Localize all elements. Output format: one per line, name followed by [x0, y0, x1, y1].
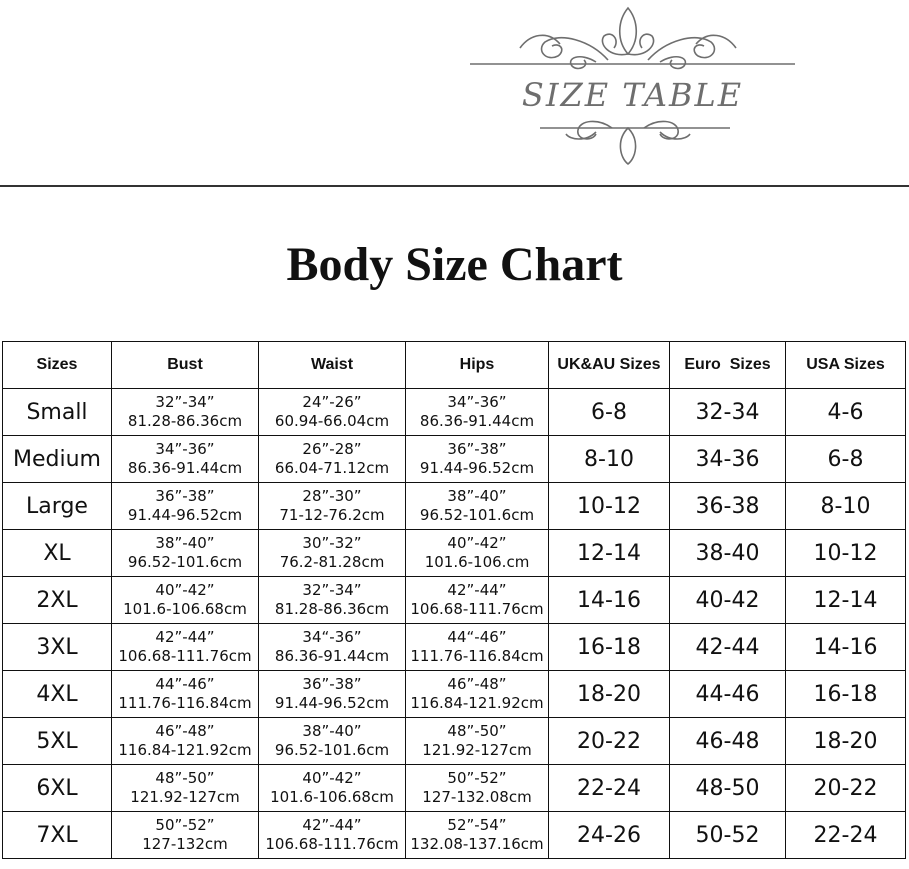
size-label: 2XL — [3, 577, 112, 624]
waist-cell — [259, 812, 406, 859]
hips-cm: 127-132.08cm — [422, 788, 532, 806]
euro-size: 38-40 — [670, 530, 786, 577]
waist-cm: 96.52-101.6cm — [274, 741, 390, 759]
hips-inches: 38”-40” — [447, 487, 507, 505]
hips-inches: 50”-52” — [447, 769, 507, 787]
waist-cell — [259, 389, 406, 436]
uk-au-size: 6-8 — [549, 389, 670, 436]
waist-cell — [259, 671, 406, 718]
bust-inches: 38”-40” — [155, 534, 215, 552]
hips-cell — [406, 812, 549, 859]
waist-cell — [259, 765, 406, 812]
waist-cell — [259, 624, 406, 671]
uk-au-size: 16-18 — [549, 624, 670, 671]
size-rows — [3, 389, 906, 859]
uk-au-size: 24-26 — [549, 812, 670, 859]
euro-size: 34-36 — [670, 436, 786, 483]
uk-au-size: 18-20 — [549, 671, 670, 718]
usa-size: 14-16 — [786, 624, 906, 671]
hips-cell — [406, 718, 549, 765]
hips-cell — [406, 624, 549, 671]
euro-size: 36-38 — [670, 483, 786, 530]
hips-cell — [406, 530, 549, 577]
table-header-row — [3, 342, 906, 389]
usa-size: 22-24 — [786, 812, 906, 859]
flourish-ornament — [0, 0, 909, 188]
bust-inches: 40”-42” — [155, 581, 215, 599]
waist-inches: 34“-36” — [302, 628, 362, 646]
hips-cell — [406, 765, 549, 812]
header-banner — [0, 0, 909, 188]
hips-cell — [406, 389, 549, 436]
usa-size: 16-18 — [786, 671, 906, 718]
bust-cm: 86.36-91.44cm — [127, 459, 243, 477]
hips-cm: 111.76-116.84cm — [410, 647, 544, 665]
waist-cm: 106.68-111.76cm — [265, 835, 399, 853]
waist-inches: 28”-30” — [302, 487, 362, 505]
hips-cell — [406, 577, 549, 624]
table-row — [3, 530, 906, 577]
bust-cm: 111.76-116.84cm — [118, 694, 252, 712]
header-usa-sizes: USA Sizes — [786, 342, 906, 389]
bust-cell — [112, 765, 259, 812]
bust-cell — [112, 389, 259, 436]
table-row — [3, 624, 906, 671]
bust-cell — [112, 577, 259, 624]
usa-size: 18-20 — [786, 718, 906, 765]
header-uk-au-sizes: UK&AU Sizes — [549, 342, 670, 389]
uk-au-size: 14-16 — [549, 577, 670, 624]
size-label: Small — [3, 389, 112, 436]
hips-cell — [406, 436, 549, 483]
uk-au-size: 8-10 — [549, 436, 670, 483]
hips-cm: 106.68-111.76cm — [410, 600, 544, 618]
waist-cell — [259, 718, 406, 765]
waist-cm: 86.36-91.44cm — [274, 647, 390, 665]
size-label: XL — [3, 530, 112, 577]
bust-cm: 127-132cm — [142, 835, 228, 853]
waist-cm: 71-12-76.2cm — [279, 506, 385, 524]
bust-inches: 44”-46” — [155, 675, 215, 693]
waist-cm: 60.94-66.04cm — [274, 412, 390, 430]
hips-cm: 86.36-91.44cm — [419, 412, 535, 430]
usa-size: 8-10 — [786, 483, 906, 530]
uk-au-size: 12-14 — [549, 530, 670, 577]
bust-cell — [112, 483, 259, 530]
bust-inches: 48”-50” — [155, 769, 215, 787]
header-waist: Waist — [259, 342, 406, 389]
hips-inches: 46”-48” — [447, 675, 507, 693]
usa-size: 20-22 — [786, 765, 906, 812]
euro-size: 50-52 — [670, 812, 786, 859]
usa-size: 4-6 — [786, 389, 906, 436]
table-row — [3, 812, 906, 859]
header-divider — [0, 185, 909, 187]
bust-cell — [112, 812, 259, 859]
bust-cell — [112, 530, 259, 577]
bust-cm: 96.52-101.6cm — [127, 553, 243, 571]
uk-au-size: 22-24 — [549, 765, 670, 812]
waist-cm: 91.44-96.52cm — [274, 694, 390, 712]
bust-inches: 46”-48” — [155, 722, 215, 740]
uk-au-size: 20-22 — [549, 718, 670, 765]
waist-inches: 40”-42” — [302, 769, 362, 787]
waist-cell — [259, 530, 406, 577]
size-label: 5XL — [3, 718, 112, 765]
euro-size: 44-46 — [670, 671, 786, 718]
euro-size: 48-50 — [670, 765, 786, 812]
bust-inches: 32”-34” — [155, 393, 215, 411]
waist-inches: 26”-28” — [302, 440, 362, 458]
waist-cell — [259, 436, 406, 483]
hips-cm: 116.84-121.92cm — [410, 694, 544, 712]
hips-inches: 42”-44” — [447, 581, 507, 599]
page-title: Body Size Chart — [286, 238, 623, 291]
waist-inches: 36”-38” — [302, 675, 362, 693]
euro-size: 46-48 — [670, 718, 786, 765]
waist-cm: 81.28-86.36cm — [274, 600, 390, 618]
bust-cell — [112, 436, 259, 483]
waist-inches: 24”-26” — [302, 393, 362, 411]
header-euro-sizes: Euro Sizes — [670, 342, 786, 389]
table-row — [3, 765, 906, 812]
hips-inches: 34”-36” — [447, 393, 507, 411]
hips-inches: 36”-38” — [447, 440, 507, 458]
waist-cm: 101.6-106.68cm — [270, 788, 394, 806]
header-bust: Bust — [112, 342, 259, 389]
table-row — [3, 577, 906, 624]
header-hips: Hips — [406, 342, 549, 389]
bust-cm: 121.92-127cm — [130, 788, 240, 806]
size-label: 7XL — [3, 812, 112, 859]
hips-cell — [406, 671, 549, 718]
hips-cell — [406, 483, 549, 530]
bust-inches: 50”-52” — [155, 816, 215, 834]
size-label: 6XL — [3, 765, 112, 812]
table-row — [3, 718, 906, 765]
table-row — [3, 671, 906, 718]
hips-inches: 52”-54” — [447, 816, 507, 834]
waist-inches: 42”-44” — [302, 816, 362, 834]
waist-cm: 66.04-71.12cm — [274, 459, 390, 477]
euro-size: 32-34 — [670, 389, 786, 436]
bust-cell — [112, 624, 259, 671]
size-label: Large — [3, 483, 112, 530]
bust-cm: 101.6-106.68cm — [123, 600, 247, 618]
bust-cm: 106.68-111.76cm — [118, 647, 252, 665]
hips-cm: 101.6-106.cm — [424, 553, 530, 571]
bust-inches: 34”-36” — [155, 440, 215, 458]
waist-cell — [259, 577, 406, 624]
size-table-logo-text: SIZE TABLE — [521, 76, 744, 114]
waist-inches: 38”-40” — [302, 722, 362, 740]
bust-cm: 81.28-86.36cm — [127, 412, 243, 430]
bust-cm: 91.44-96.52cm — [127, 506, 243, 524]
usa-size: 6-8 — [786, 436, 906, 483]
table-row — [3, 389, 906, 436]
waist-inches: 30”-32” — [302, 534, 362, 552]
usa-size: 10-12 — [786, 530, 906, 577]
hips-inches: 48”-50” — [447, 722, 507, 740]
table-row — [3, 436, 906, 483]
usa-size: 12-14 — [786, 577, 906, 624]
table-row — [3, 483, 906, 530]
size-chart-table — [2, 341, 906, 859]
euro-size: 42-44 — [670, 624, 786, 671]
waist-cm: 76.2-81.28cm — [279, 553, 385, 571]
bust-inches: 36”-38” — [155, 487, 215, 505]
euro-size: 40-42 — [670, 577, 786, 624]
size-label: 3XL — [3, 624, 112, 671]
hips-cm: 91.44-96.52cm — [419, 459, 535, 477]
waist-cell — [259, 483, 406, 530]
hips-cm: 96.52-101.6cm — [419, 506, 535, 524]
bust-cell — [112, 671, 259, 718]
bust-inches: 42”-44” — [155, 628, 215, 646]
size-label: 4XL — [3, 671, 112, 718]
header-sizes: Sizes — [3, 342, 112, 389]
size-label: Medium — [3, 436, 112, 483]
hips-inches: 44“-46” — [447, 628, 507, 646]
bust-cm: 116.84-121.92cm — [118, 741, 252, 759]
uk-au-size: 10-12 — [549, 483, 670, 530]
hips-cm: 121.92-127cm — [422, 741, 532, 759]
bust-cell — [112, 718, 259, 765]
hips-cm: 132.08-137.16cm — [410, 835, 544, 853]
waist-inches: 32”-34” — [302, 581, 362, 599]
hips-inches: 40”-42” — [447, 534, 507, 552]
